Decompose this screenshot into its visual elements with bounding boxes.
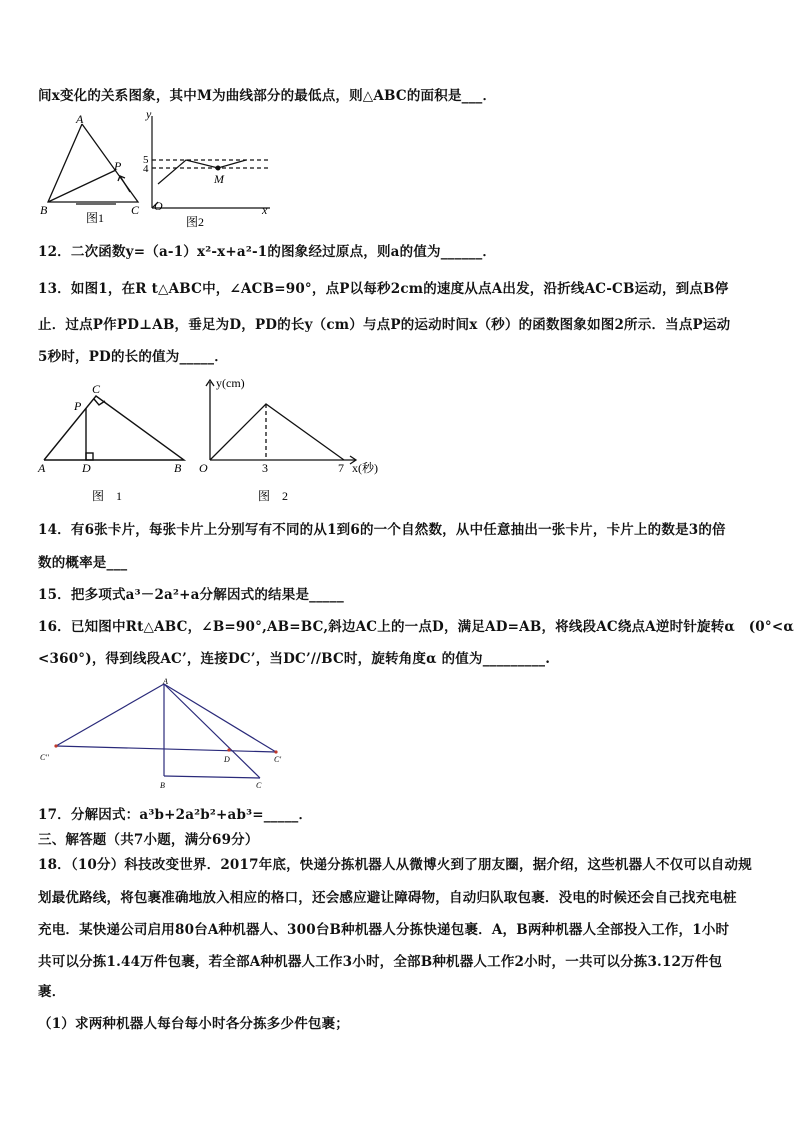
segment-ac-prime bbox=[164, 684, 276, 752]
question-12: 12．二次函数y=（a-1）x²-x+a²-1的图象经过原点，则a的值为______． bbox=[38, 244, 497, 260]
text-line-continuation: 间x变化的关系图象，其中M为曲线部分的最低点，则△ABC的面积是___． bbox=[38, 88, 497, 104]
question-15: 15．把多项式a³－2a²+a分解因式的结果是_____ bbox=[38, 587, 344, 603]
label-p: P bbox=[74, 399, 82, 413]
label-c: C bbox=[131, 203, 140, 217]
origin-label: O bbox=[199, 461, 208, 475]
axis-y-label: y bbox=[146, 108, 152, 121]
q16-figure bbox=[36, 676, 296, 796]
question-16-line1: 16．已知图中Rt△ABC，∠B=90°,AB=BC,斜边AC上的一点D，满足AD=AB，将线段AC绕点A逆时针旋转α (0°<α bbox=[38, 619, 794, 635]
segment-bc bbox=[164, 776, 260, 778]
segment-ac bbox=[164, 684, 260, 778]
label-a: A bbox=[38, 461, 46, 475]
label-c: C bbox=[256, 781, 262, 790]
right-angle-d bbox=[86, 453, 93, 460]
section-3-heading: 三、解答题（共7小题，满分69分） bbox=[38, 832, 259, 848]
label-b: B bbox=[40, 203, 48, 217]
q11-figures bbox=[36, 108, 276, 230]
question-14-line2: 数的概率是___ bbox=[38, 555, 128, 571]
segment-ac-double-prime bbox=[56, 684, 164, 746]
q13-triangle-figure bbox=[44, 396, 184, 460]
question-18-part1: （1）求两种机器人每台每小时各分拣多少件包裹； bbox=[38, 1016, 349, 1032]
question-13-line1: 13．如图1，在R t△ABC中，∠ACB=90°，点P以每秒2cm的速度从点A出发，沿折线AC-CB运动，到点B停 bbox=[38, 281, 729, 297]
label-p: P bbox=[114, 159, 122, 173]
label-c-double-prime: C'' bbox=[40, 753, 49, 762]
label-c: C bbox=[92, 382, 101, 396]
point-d bbox=[227, 748, 230, 751]
label-a: A bbox=[76, 112, 84, 126]
question-17: 17．分解因式：a³b+2a²b²+ab³=_____． bbox=[38, 807, 313, 823]
point-c-prime bbox=[274, 750, 277, 753]
tick-4: 4 bbox=[143, 163, 149, 175]
origin-label: O bbox=[154, 199, 163, 213]
graph-curve bbox=[158, 160, 246, 184]
question-18-line3: 充电．某快递公司启用80台A种机器人、300台B种机器人分拣快递包裹．A，B两种机器人全部投入工作，1小时 bbox=[38, 922, 730, 938]
q13-figures bbox=[36, 376, 396, 506]
q13-graph-figure bbox=[206, 380, 356, 464]
label-b: B bbox=[174, 461, 182, 475]
segment-bp bbox=[48, 170, 116, 202]
caption-figure-1: 图1 bbox=[86, 211, 105, 225]
axis-x-label: x bbox=[262, 203, 268, 217]
q16-lines bbox=[56, 684, 276, 778]
question-14-line1: 14．有6张卡片，每张卡片上分别写有不同的从1到6的一个自然数，从中任意抽出一张卡片，卡片上的数是3的倍 bbox=[38, 522, 726, 538]
label-d: D bbox=[82, 461, 91, 475]
triangle-abc bbox=[44, 396, 184, 460]
axis-y-label: y(cm) bbox=[216, 376, 245, 390]
caption-figure-2: 图 2 bbox=[258, 489, 289, 503]
segment-c-double-prime-c-prime bbox=[56, 746, 276, 752]
graph-line bbox=[210, 404, 344, 460]
question-16-line2: <360°)，得到线段AC’，连接DC’，当DC’//BC时，旋转角度α 的值为_________. bbox=[38, 651, 551, 667]
question-18-line4: 共可以分拣1.44万件包裹，若全部A种机器人工作3小时，全部B种机器人工作2小时，一共可以分拣3.12万件包 bbox=[38, 954, 723, 970]
tick-3: 3 bbox=[262, 461, 268, 475]
question-13-line2: 止．过点P作PD⊥AB，垂足为D，PD的长y（cm）与点P的运动时间x（秒）的函数图象如图2所示．当点P运动 bbox=[38, 317, 731, 333]
arrow-shaft bbox=[120, 176, 130, 192]
question-13-line3: 5秒时，PD的长的值为_____． bbox=[38, 349, 228, 365]
point-c-double-prime bbox=[54, 744, 57, 747]
tick-5: 5 bbox=[143, 154, 149, 166]
label-a: A bbox=[163, 677, 168, 686]
tick-7: 7 bbox=[338, 461, 344, 475]
label-d: D bbox=[224, 755, 230, 764]
q11-triangle-figure bbox=[48, 124, 138, 204]
caption-figure-2: 图2 bbox=[186, 215, 205, 229]
caption-figure-1: 图 1 bbox=[92, 489, 123, 503]
question-18-line1: 18．（10分）科技改变世界．2017年底，快递分拣机器人从微博火到了朋友圈，据介绍，这些机器人不仅可以自动规 bbox=[38, 857, 752, 873]
q11-graph-figure bbox=[152, 116, 270, 208]
label-b: B bbox=[160, 781, 165, 790]
axis-x-label: x(秒) bbox=[352, 461, 378, 475]
point-m bbox=[216, 166, 221, 171]
question-18-line2: 划最优路线，将包裹准确地放入相应的格口，还会感应避让障碍物，自动归队取包裹．没电的时候还会自己找充电桩 bbox=[38, 890, 737, 906]
right-angle-c bbox=[94, 399, 105, 405]
triangle-abc bbox=[48, 124, 138, 202]
label-m: M bbox=[214, 172, 224, 186]
label-c-prime: C' bbox=[274, 755, 282, 764]
question-18-line5: 裹． bbox=[38, 984, 66, 1000]
